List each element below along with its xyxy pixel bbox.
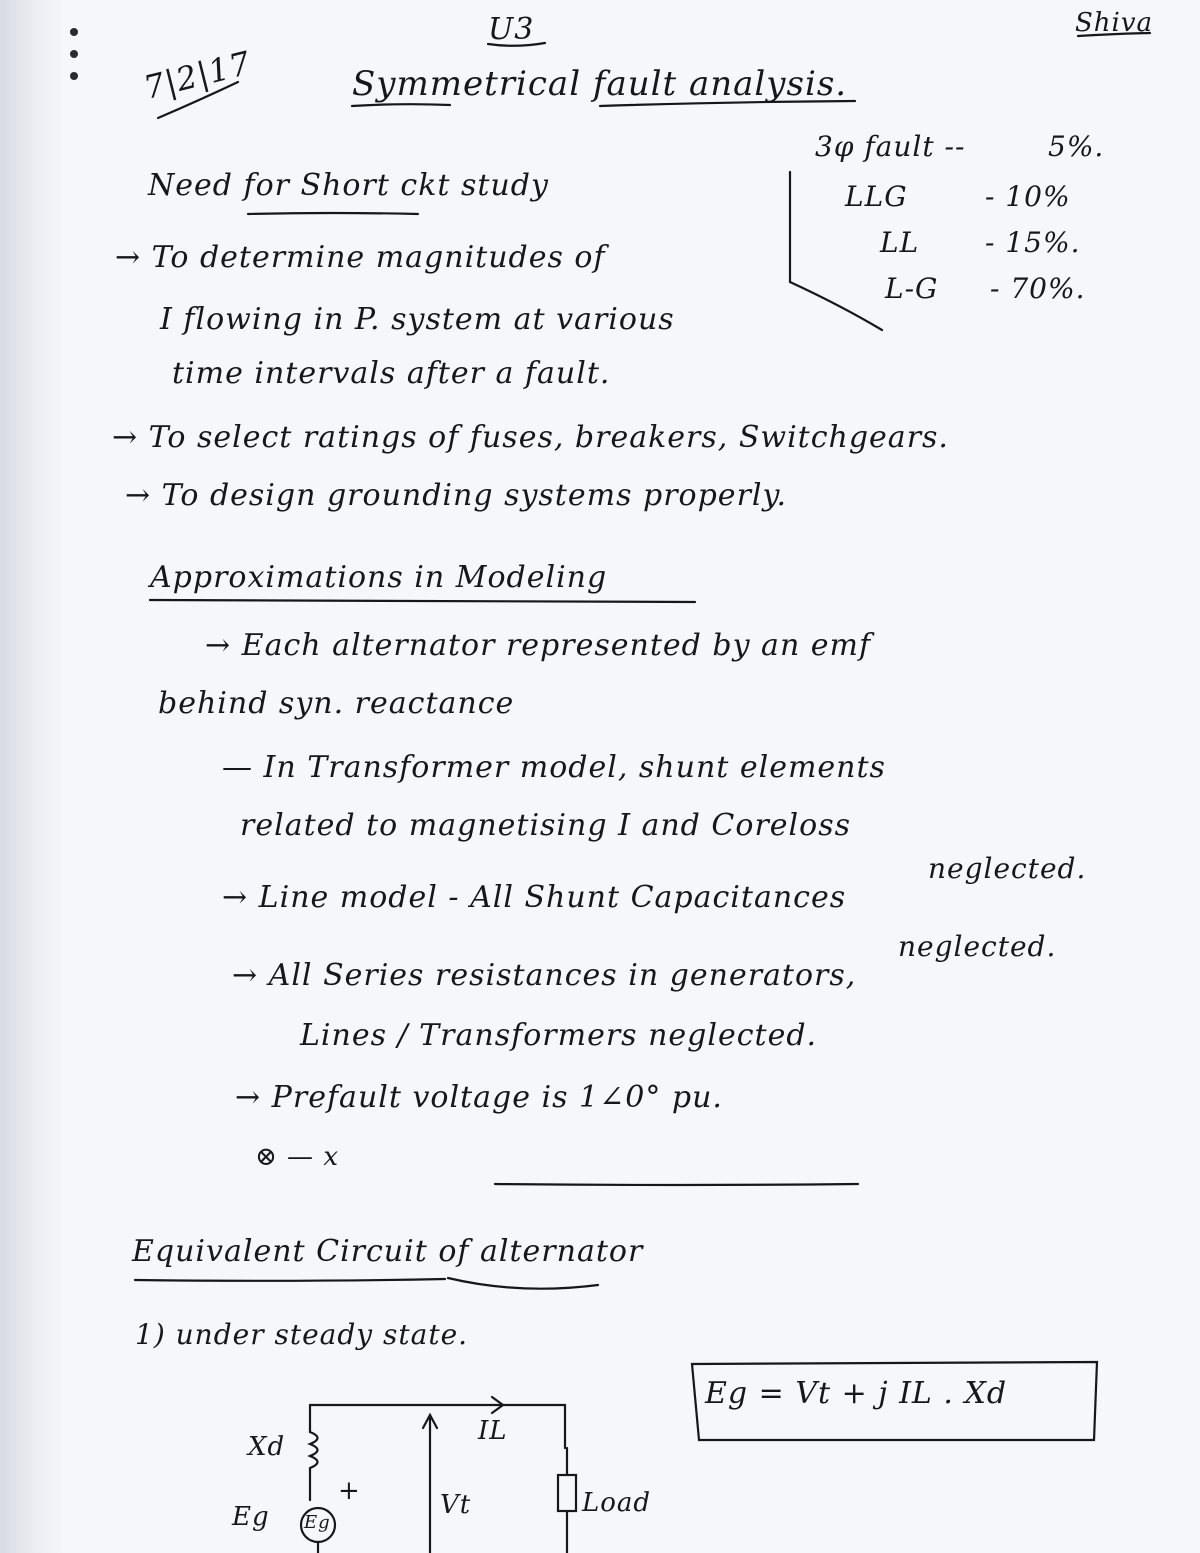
fault-pct: - 15%.: [985, 226, 1081, 259]
fault-type: LLG: [845, 180, 908, 213]
fault-pct: - 70%.: [990, 272, 1086, 305]
equation: Eg = Vt + j IL . Xd: [705, 1376, 1008, 1411]
approx-point: → All Series resistances in generators,: [232, 958, 857, 993]
plus-sign: +: [338, 1476, 361, 1506]
need-point: time intervals after a fault.: [172, 356, 611, 391]
xd-label: Xd: [248, 1432, 286, 1462]
need-point: I flowing in P. system at various: [160, 302, 675, 337]
il-label: IL: [478, 1416, 508, 1446]
fault-pct: - 10%: [985, 180, 1071, 213]
fault-type: LL: [880, 226, 920, 259]
approx-point: Lines / Transformers neglected.: [300, 1018, 818, 1053]
right-wire: [540, 1405, 565, 1448]
approx-heading: Approximations in Modeling: [150, 560, 608, 595]
vt-label: Vt: [440, 1490, 472, 1520]
inductor-icon: [310, 1432, 318, 1500]
approx-point: neglected.: [898, 930, 1057, 963]
unit-underline: [488, 43, 545, 46]
separator-mark: ⊗ — x: [255, 1142, 339, 1172]
equiv-heading: Equivalent Circuit of alternator: [132, 1234, 644, 1269]
emf-source-icon: [301, 1508, 335, 1542]
approx-point: → Each alternator represented by an emf: [205, 628, 872, 663]
approx-point: → Prefault voltage is 1∠0° pu.: [235, 1080, 723, 1115]
unit-label: U3: [488, 12, 535, 47]
need-heading-underline: [248, 213, 418, 214]
title-underline: [600, 101, 855, 106]
load-box-icon: [558, 1475, 576, 1511]
equation-box: [692, 1362, 1097, 1440]
approx-point: → Line model - All Shunt Capacitances: [222, 880, 847, 915]
equiv-underline: [135, 1279, 445, 1281]
load-label: Load: [582, 1488, 652, 1518]
fault-type: L-G: [885, 272, 939, 305]
date-underline: [158, 82, 238, 118]
approx-point: related to magnetising I and Coreloss: [240, 808, 851, 843]
need-point: → To determine magnitudes of: [115, 240, 606, 275]
approx-point: — In Transformer model, shunt elements: [222, 750, 886, 785]
eg-source-label: Eg: [304, 1512, 331, 1533]
date: 7|2|17: [140, 43, 255, 107]
equiv-underline: [448, 1278, 598, 1289]
approx-heading-underline: [150, 600, 695, 602]
separator-line: [495, 1184, 858, 1185]
approx-point: behind syn. reactance: [158, 686, 515, 721]
title-underline: [352, 104, 450, 106]
approx-point: neglected.: [928, 852, 1087, 885]
signature-underline: [1078, 33, 1150, 36]
need-heading: Need for Short ckt study: [148, 168, 549, 203]
page-title: Symmetrical fault analysis.: [352, 64, 848, 104]
eg-label: Eg: [232, 1502, 270, 1532]
signature: Shiva: [1075, 8, 1154, 38]
fault-table-bracket: [790, 172, 882, 330]
fault-pct: 5%.: [1048, 130, 1105, 163]
need-point: → To design grounding systems properly.: [125, 478, 787, 513]
steady-state-label: 1) under steady state.: [135, 1318, 469, 1351]
need-point: → To select ratings of fuses, breakers, Switchgears.: [112, 420, 949, 455]
fault-type: 3φ fault --: [815, 130, 966, 163]
